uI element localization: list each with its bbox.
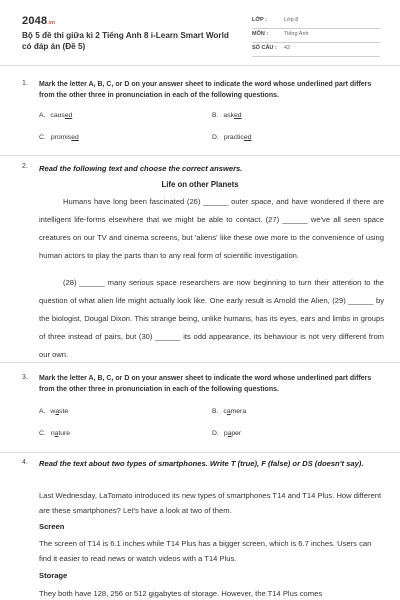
- option-word-part: caus: [50, 112, 65, 119]
- option-letter: C.: [39, 134, 46, 141]
- meta-class-row: [252, 15, 380, 29]
- option-word-part: mera: [230, 408, 247, 415]
- meta-subject-key: MÔN :: [252, 31, 269, 37]
- option-letter: D.: [212, 430, 219, 437]
- option-underlined-part: ed: [64, 112, 73, 119]
- question-4-storage-text: They both have 128, 256 or 512 gigabytes of storage. However, the T14 Plus comes: [39, 589, 323, 598]
- option-letter: A.: [39, 112, 46, 119]
- question-2-number: 2.: [22, 163, 28, 170]
- logo-text: 2048: [22, 15, 48, 27]
- option-underlined-part: ed: [71, 134, 79, 141]
- section-divider: [0, 452, 400, 453]
- option-underlined-part: a: [227, 430, 232, 437]
- option-underlined-part: ed: [243, 134, 252, 141]
- question-1-option-d[interactable]: [212, 134, 251, 141]
- option-letter: A.: [39, 408, 46, 415]
- question-1-text: Mark the letter A, B, C, or D on your answer sheet to indicate the word whose underlined part differs from the other three in pronunciation in each of the following questions.: [39, 81, 372, 99]
- question-3-option-a[interactable]: [39, 408, 68, 415]
- meta-class-value: Lớp 8: [284, 17, 299, 23]
- document-header: [0, 0, 400, 66]
- option-word-part: practic: [223, 134, 244, 141]
- option-letter: D.: [212, 134, 219, 141]
- document-title: Bộ 5 đề thi giữa kì 2 Tiếng Anh 8 i-Learn Smart World có đáp án (Đề 5): [22, 31, 229, 51]
- question-3-option-d[interactable]: [212, 430, 241, 437]
- option-underlined-part: ed: [234, 112, 242, 119]
- question-4-number: 4.: [22, 459, 28, 466]
- option-letter: B.: [212, 112, 219, 119]
- passage-paragraph-2: [39, 274, 384, 364]
- question-3-option-b[interactable]: [212, 408, 246, 415]
- question-1-option-c[interactable]: [39, 134, 79, 141]
- paragraph-2-text: (28) ______ many serious space researchers are now beginning to turn their attention to the question of what alien life might actually look like. One early result is Arnold the Alien, (29) ______ by the biologist, Dougal Dixon. This strange being, unlike humans, has its eyes, ears and limbs in groups of three instead of pairs, but (30) ______ its odd appearance, its behaviour is not very different from our own.: [39, 278, 384, 359]
- question-2-title: Read the following text and choose the correct answers.: [39, 164, 243, 173]
- meta-class-key: LỚP :: [252, 17, 267, 23]
- question-4-title: Read the text about two types of smartphones. Write T (true), F (false) or DS (doesn't say).: [39, 459, 364, 468]
- option-word-part: w: [50, 408, 56, 415]
- meta-subject-value: Tiếng Anh: [284, 31, 309, 37]
- option-word-part: n: [50, 430, 55, 437]
- question-1-option-b[interactable]: [212, 112, 242, 119]
- paragraph-1-text: Humans have long been fascinated (26) ______ outer space, and have wondered if there are intelligent life-forms elsewhere that we might be able to contact. (27) ______ we've all seen space creatures on our TV and cinema screens, but 'aliens' like these owe more to the convenience of using human actors to play the parts than to any real form of scientific investigation.: [39, 197, 384, 260]
- option-word-part: ture: [58, 430, 71, 437]
- site-logo[interactable]: [22, 15, 55, 27]
- option-underlined-part: a: [54, 430, 59, 437]
- question-4-heading-screen: Screen: [39, 522, 65, 531]
- option-underlined-part: a: [226, 408, 231, 415]
- question-3-number: 3.: [22, 374, 28, 381]
- option-underlined-part: a: [55, 408, 60, 415]
- option-letter: B.: [212, 408, 219, 415]
- option-word-part: promis: [50, 134, 72, 141]
- meta-subject-row: [252, 29, 380, 43]
- meta-count-key: SỐ CÂU :: [252, 45, 277, 51]
- option-word-part: c: [223, 408, 227, 415]
- question-3-text: Mark the letter A, B, C, or D on your answer sheet to indicate the word whose underlined part differs from the other three in pronunciation in each of the following questions.: [39, 375, 372, 393]
- passage-paragraph-1: [39, 193, 384, 265]
- option-word-part: p: [223, 430, 228, 437]
- question-3-option-c[interactable]: [39, 430, 70, 437]
- section-divider: [0, 362, 400, 363]
- passage-title: Life on other Planets: [161, 180, 239, 189]
- option-word-part: per: [231, 430, 242, 437]
- option-letter: C.: [39, 430, 46, 437]
- meta-count-value: 42: [284, 45, 291, 51]
- meta-count-row: [252, 43, 380, 57]
- question-4-heading-storage: Storage: [39, 571, 68, 580]
- logo-suffix: .vn: [47, 20, 56, 26]
- question-1-number: 1.: [22, 80, 28, 87]
- option-word-part: ask: [223, 112, 234, 119]
- question-4-intro: Last Wednesday, LaTomato introduced its new types of smartphones T14 and T14 Plus. How different are these smartphones? Let's have a look at two of them.: [39, 491, 382, 515]
- question-1-option-a[interactable]: [39, 112, 72, 119]
- section-divider: [0, 155, 400, 156]
- question-4-screen-text: The screen of T14 is 6.1 inches while T14 Plus has a bigger screen, which is 6.7 inches. Users can find it easier to read news or watch videos with a T14 Plus.: [39, 539, 372, 563]
- option-word-part: ste: [59, 408, 69, 415]
